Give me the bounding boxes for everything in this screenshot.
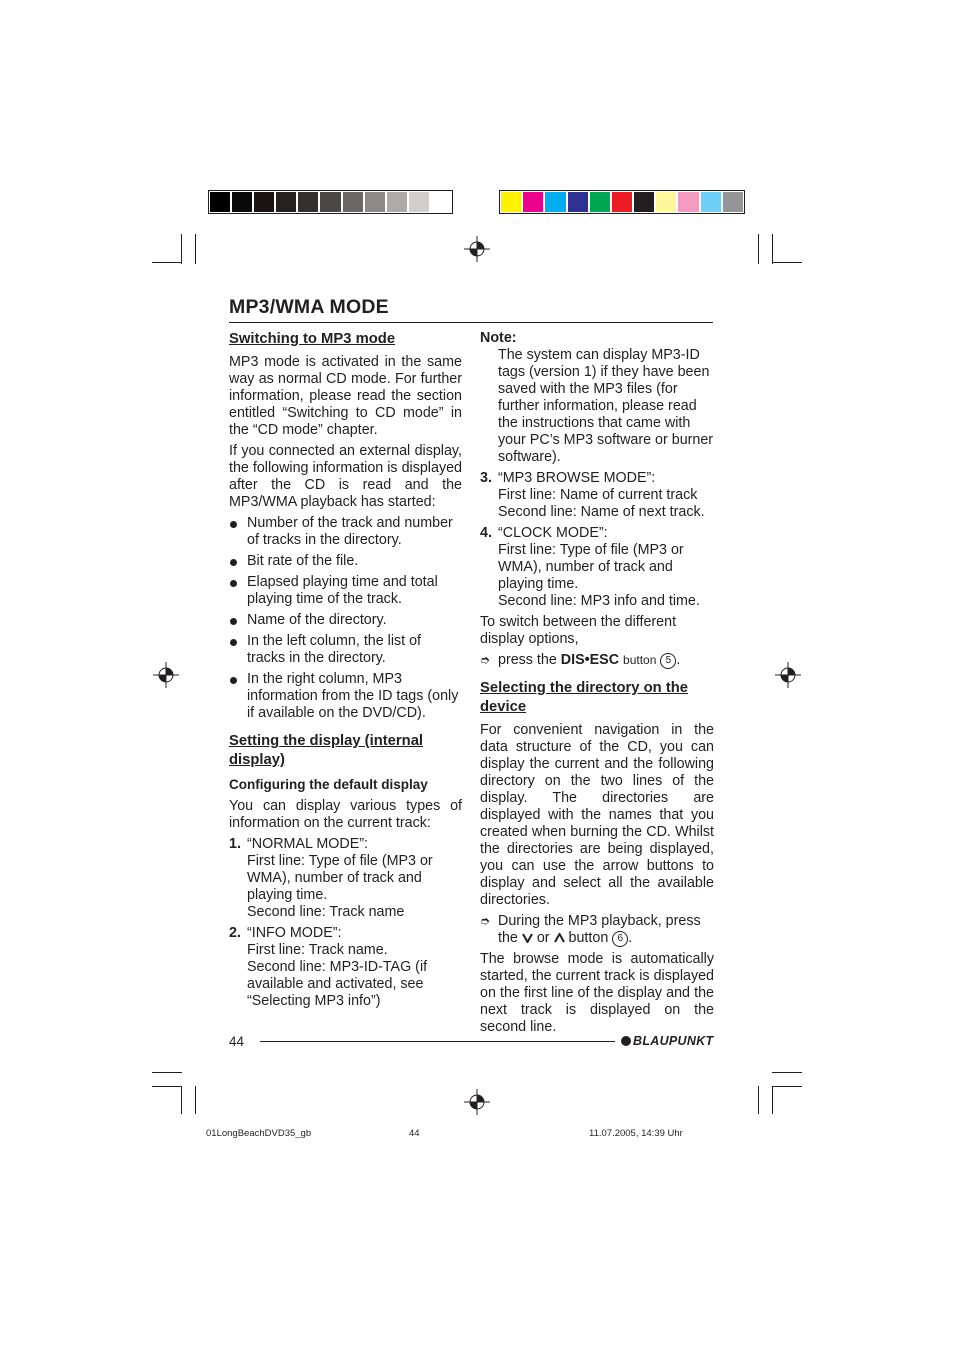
section-heading-directory: Selecting the directory on the device xyxy=(480,680,689,715)
button-number-badge: 6 xyxy=(612,931,628,947)
arrow-right-icon: ➮ xyxy=(480,653,491,667)
section-heading-switching: Switching to MP3 mode xyxy=(229,331,396,347)
calibration-swatch xyxy=(545,192,565,212)
calibration-swatch xyxy=(590,192,610,212)
calibration-swatch xyxy=(431,192,451,212)
paragraph: To switch between the different display options, xyxy=(480,614,677,647)
left-column xyxy=(229,330,462,1014)
calibration-swatch xyxy=(343,192,363,212)
bullet-icon xyxy=(230,521,237,528)
calibration-swatch xyxy=(523,192,543,212)
brand-logo: BLAUPUNKT xyxy=(621,1034,713,1048)
registration-mark-icon xyxy=(153,662,179,688)
calibration-swatch xyxy=(254,192,274,212)
crop-mark xyxy=(195,234,196,264)
crop-mark xyxy=(152,1086,182,1087)
calibration-swatch xyxy=(656,192,676,212)
list-item: In the left column, the list of tracks in the directory. xyxy=(229,633,462,667)
crop-mark xyxy=(152,1072,182,1073)
calibration-swatch xyxy=(612,192,632,212)
list-item: Bit rate of the file. xyxy=(229,553,462,570)
arrow-right-icon: ➮ xyxy=(480,914,491,928)
crop-mark xyxy=(181,234,182,264)
color-calibration-bar xyxy=(499,190,745,214)
subheading: Configuring the default display xyxy=(229,777,428,792)
page-title: MP3/WMA MODE xyxy=(229,296,389,318)
footer-rule xyxy=(260,1041,615,1042)
print-page-number: 44 xyxy=(409,1128,420,1139)
list-item: Number of the track and number of tracks in the directory. xyxy=(229,515,462,549)
calibration-swatch xyxy=(276,192,296,212)
grayscale-calibration-bar xyxy=(208,190,453,214)
crop-mark xyxy=(772,1086,773,1114)
registration-mark-icon xyxy=(464,1089,490,1115)
list-item: Name of the directory. xyxy=(229,612,462,629)
calibration-swatch xyxy=(298,192,318,212)
calibration-swatch xyxy=(501,192,521,212)
note-text: The system can display MP3-ID tags (version 1) if they have been saved with the MP3 files (for further information, please read the instructions that came with your PC’s MP3 software or burner software). xyxy=(498,347,714,465)
note-label: Note: xyxy=(480,330,517,346)
instruction-step: ➮ During the MP3 playback, press the or button 6 . xyxy=(480,913,701,946)
step-list xyxy=(480,470,714,610)
list-item: 4. “CLOCK MODE”: First line: Type of file (MP3 or WMA), number of track and playing time. Second line: MP3 info and time. xyxy=(480,525,700,609)
calibration-swatch xyxy=(210,192,230,212)
right-column xyxy=(480,330,714,1040)
bullet-list xyxy=(229,515,462,722)
calibration-swatch xyxy=(387,192,407,212)
list-item: 3. “MP3 BROWSE MODE”: First line: Name of current track Second line: Name of next track. xyxy=(480,470,705,520)
bullet-icon xyxy=(230,559,237,566)
step-list xyxy=(229,836,462,1010)
paragraph: MP3 mode is activated in the same way as normal CD mode. For further information, please read the section entitled “Switching to CD mode” in the “CD mode” chapter. xyxy=(229,354,462,438)
paragraph: You can display various types of information on the current track: xyxy=(229,798,462,831)
bullet-icon xyxy=(230,580,237,587)
paragraph: If you connected an external display, the following information is displayed after the CD is read and the MP3/WMA playback has started: xyxy=(229,443,462,510)
calibration-swatch xyxy=(365,192,385,212)
page-number: 44 xyxy=(229,1034,245,1049)
chevron-down-icon xyxy=(522,933,533,943)
calibration-swatch xyxy=(678,192,698,212)
list-item: Elapsed playing time and total playing time of the track. xyxy=(229,574,462,608)
calibration-swatch xyxy=(320,192,340,212)
calibration-swatch xyxy=(409,192,429,212)
list-item: In the right column, MP3 information from the ID tags (only if available on the DVD/CD). xyxy=(229,671,462,722)
title-rule xyxy=(229,322,713,323)
calibration-swatch xyxy=(232,192,252,212)
registration-mark-icon xyxy=(464,236,490,262)
calibration-swatch xyxy=(701,192,721,212)
bullet-icon xyxy=(230,677,237,684)
calibration-swatch xyxy=(634,192,654,212)
brand-dot-icon xyxy=(621,1036,631,1046)
crop-mark xyxy=(758,234,759,264)
registration-mark-icon xyxy=(775,662,801,688)
paragraph: The browse mode is automatically started, the current track is displayed on the first line of the display and the next track is displayed on the second line. xyxy=(480,951,714,1035)
dis-esc-button-label: DIS•ESC xyxy=(560,652,620,668)
print-date: 11.07.2005, 14:39 Uhr xyxy=(589,1128,683,1139)
calibration-swatch xyxy=(723,192,743,212)
instruction-step: ➮ press the DIS•ESC button 5 . xyxy=(480,652,681,668)
section-heading-display: Setting the display (internal display) xyxy=(229,733,424,768)
crop-mark xyxy=(152,262,182,263)
bullet-icon xyxy=(230,618,237,625)
crop-mark xyxy=(772,262,802,263)
crop-mark xyxy=(772,1086,802,1087)
calibration-swatch xyxy=(568,192,588,212)
crop-mark xyxy=(195,1086,196,1114)
button-number-badge: 5 xyxy=(660,653,676,669)
list-item: 1. “NORMAL MODE”: First line: Type of file (MP3 or WMA), number of track and playing time. Second line: Track name xyxy=(229,836,433,920)
crop-mark xyxy=(772,234,773,264)
paragraph: For convenient navigation in the data structure of the CD, you can display the current and the following directory on the two lines of the display. The directories are displayed with the names that you created when burning the CD. Whilst the directories are being displayed, you can use the arrow buttons to display and select all the available directories. xyxy=(480,722,714,908)
crop-mark xyxy=(758,1086,759,1114)
crop-mark xyxy=(772,1072,802,1073)
file-name: 01LongBeachDVD35_gb xyxy=(206,1128,312,1139)
list-item: 2. “INFO MODE”: First line: Track name. Second line: MP3-ID-TAG (if available and activated, see “Selecting MP3 info”) xyxy=(229,925,428,1009)
chevron-up-icon xyxy=(554,933,565,943)
crop-mark xyxy=(181,1086,182,1114)
bullet-icon xyxy=(230,639,237,646)
